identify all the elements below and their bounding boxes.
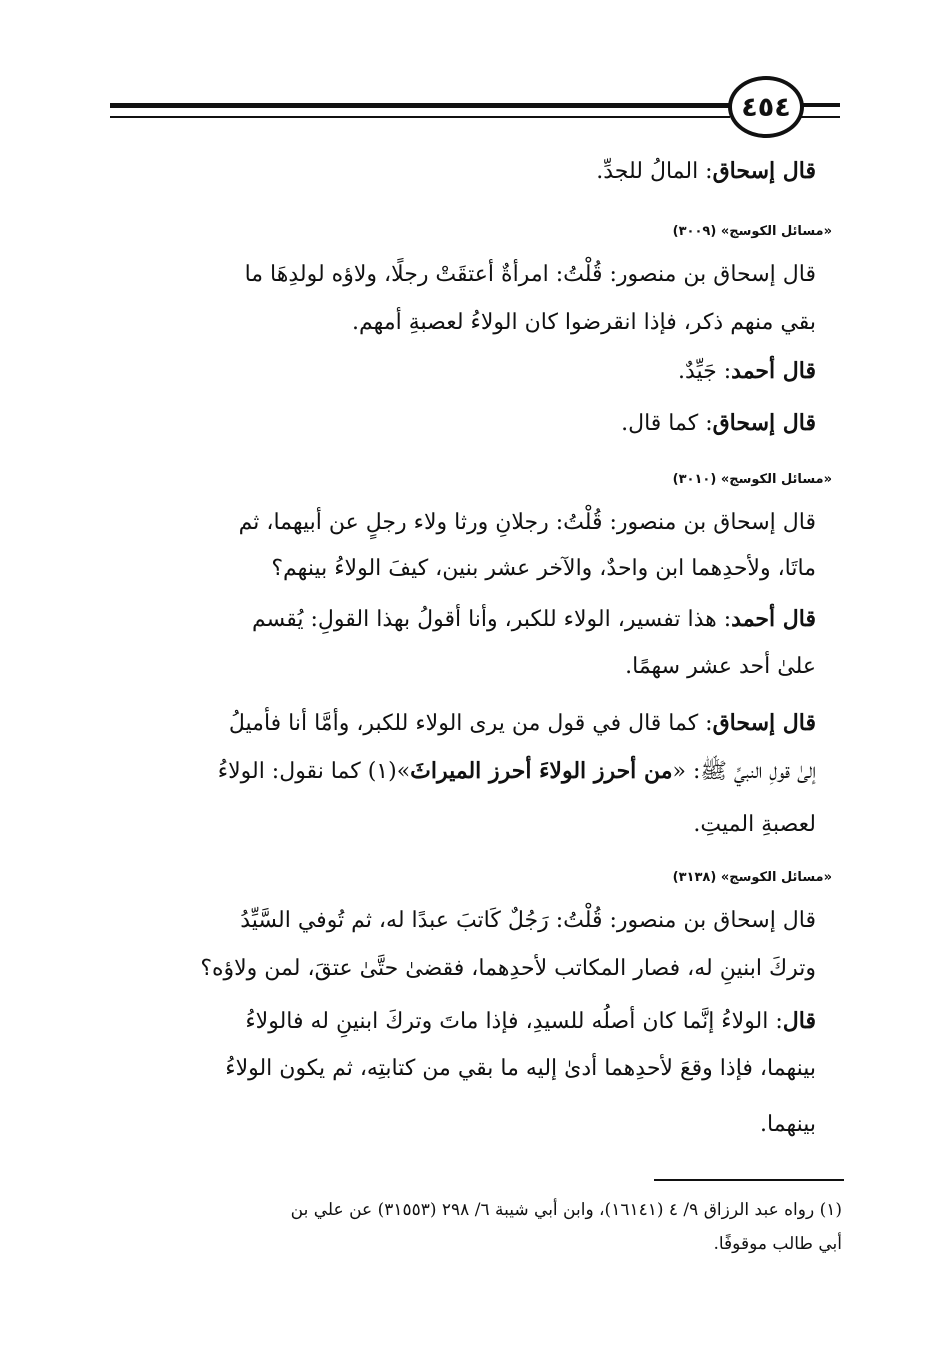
speaker-label: قال أحمد [731, 358, 816, 384]
speaker-label: قال إسحاق [712, 158, 816, 184]
body-line: لعصبةِ الميتِ. [693, 812, 816, 837]
source-citation: «مسائل الكوسج» (٣٠١٠) [672, 472, 832, 487]
line-text: : الولاءُ إنَّما كان أصلُه للسيدِ، فإذا ماتَ وتركَ ابنينِ له فالولاءُ [245, 1009, 783, 1034]
line-text: إلىٰ قولِ النبيِّ ﷺ: « [672, 759, 816, 784]
line-text: : كما قال في قول من يرى الولاء للكبر، وأمَّا أنا فأميلُ [228, 711, 713, 736]
line-text: »(١) كما نقول: الولاءُ [217, 759, 411, 784]
body-line [252, 606, 816, 633]
body-line: قال إسحاق بن منصور: قُلْتُ: امرأةٌ أعتقَتْ رجلًا، ولاؤه لولدِهَا ما [244, 262, 816, 287]
body-line [218, 758, 816, 785]
speaker-label: قال إسحاق [712, 410, 816, 436]
body-line: بينهما، فإذا وقعَ لأحدِهما أدىٰ إليه ما بقي من كتابتِه، ثم يكون الولاءُ [225, 1056, 816, 1081]
body-line [229, 710, 816, 737]
speaker-label: قال إسحاق [712, 710, 816, 736]
line-text: : جَيِّدٌ. [677, 359, 732, 384]
source-citation: «مسائل الكوسج» (٣١٣٨) [672, 870, 832, 885]
footnote-line: (١) رواه عبد الرزاق ٩/ ٤ (١٦١٤١)، وابن أبي شيبة ٦/ ٢٩٨ (٣١٥٥٣) عن علي بن [290, 1200, 842, 1220]
body-line: وتركَ ابنينِ له، فصار المكاتب لأحدِهما، فقضىٰ حتَّىٰ عتقَ، لمن ولاؤه؟ [200, 956, 816, 981]
body-line: ماتَا، ولأحدِهما ابن واحدٌ، والآخر عشر بنين، كيفَ الولاءُ بينهم؟ [271, 556, 816, 581]
header-rule [800, 116, 840, 118]
source-citation: «مسائل الكوسج» (٣٠٠٩) [672, 224, 832, 239]
header-rule [800, 103, 840, 107]
speaker-label: قال [782, 1008, 816, 1034]
speaker-label: قال أحمد [731, 606, 816, 632]
footnote-divider [654, 1179, 844, 1181]
body-line: بينهما. [760, 1112, 816, 1137]
footnote-line: أبي طالب موقوفًا. [713, 1234, 842, 1254]
body-line: قال إسحاق بن منصور: قُلْتُ: رجلانِ ورثا ولاء رجلٍ عن أبيهما، ثم [238, 510, 816, 535]
body-line: علىٰ أحد عشر سهمًا. [625, 654, 816, 679]
line-text: : هذا تفسير، الولاء للكبر، وأنا أقولُ بهذا القولِ: يُقسم [252, 607, 732, 632]
header-rule [110, 116, 730, 118]
body-line [245, 1008, 816, 1035]
page-number-badge: ٤٥٤ [728, 76, 804, 138]
body-line [596, 158, 816, 185]
line-text: : المالُ للجدِّ. [596, 159, 713, 184]
body-line: قال إسحاق بن منصور: قُلْتُ: رَجُلٌ كَاتبَ عبدًا له، ثم تُوفي السَّيِّدُ [240, 908, 816, 933]
body-line: بقي منهم ذكر، فإذا انقرضوا كان الولاءُ لعصبةِ أمهم. [352, 310, 816, 335]
body-line [621, 410, 816, 437]
header-rule [110, 103, 730, 108]
hadith-quote: من أحرز الولاءَ أحرز الميراثَ [410, 758, 673, 784]
line-text: : كما قال. [621, 411, 713, 436]
body-line [678, 358, 816, 385]
